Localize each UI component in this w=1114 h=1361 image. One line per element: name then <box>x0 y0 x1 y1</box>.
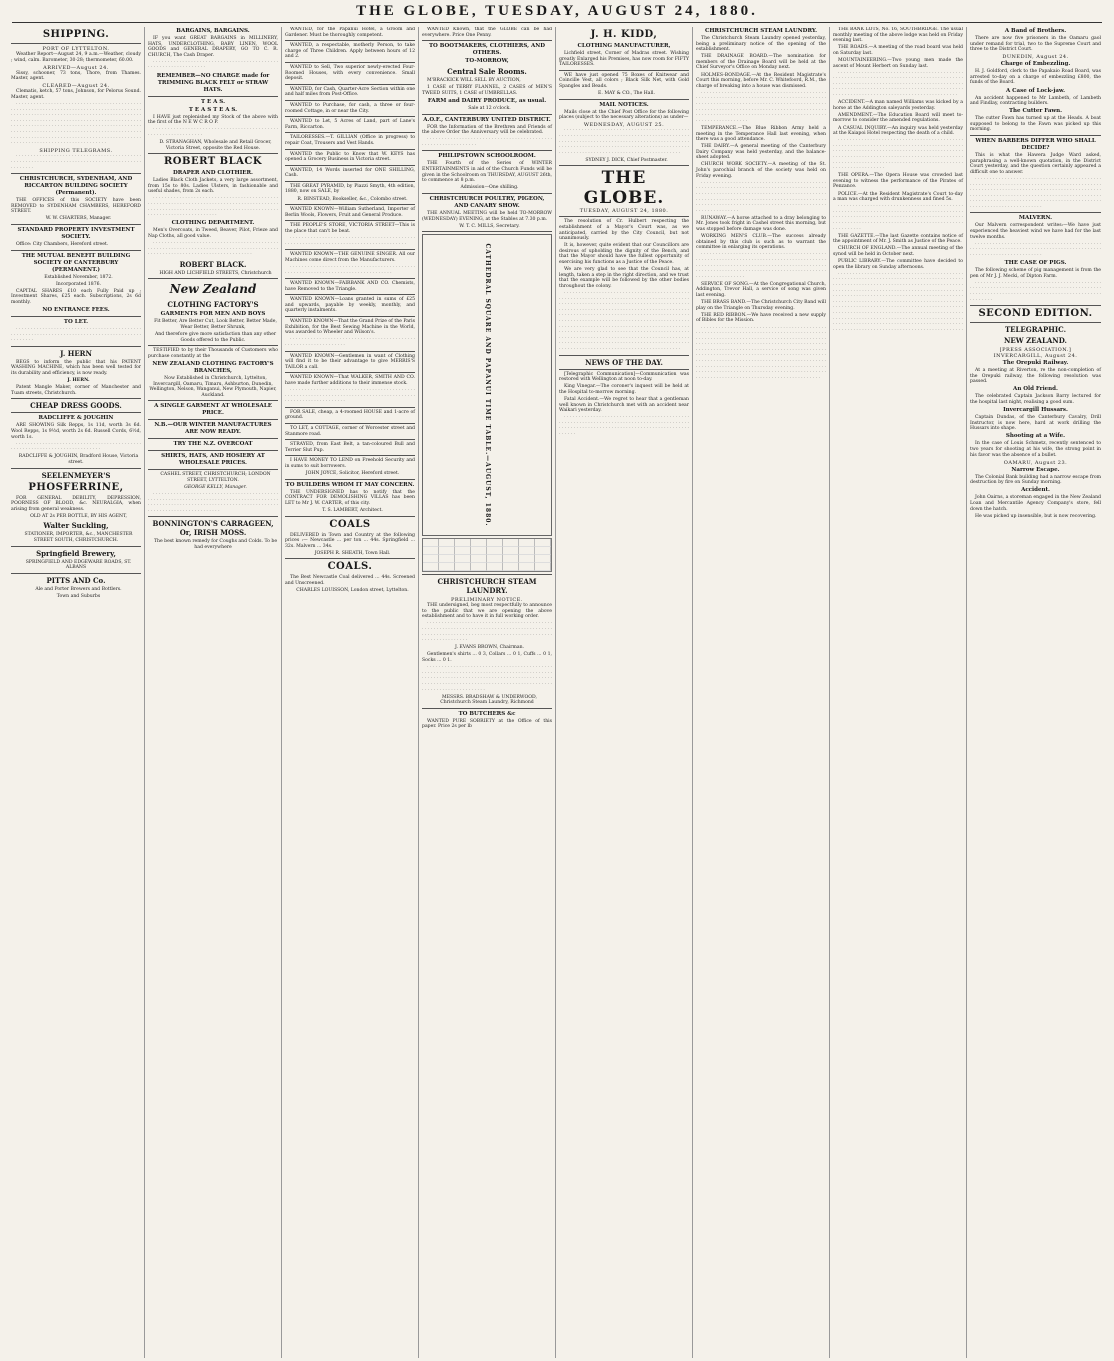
col7-para-11: PUBLIC LIBRARY.—The committee have decided to open the library on Sunday afternoons. <box>833 259 963 270</box>
auction-goods: 1 CASE of TERRY FLANNEL, 2 CASES of MEN'S TWEED SUITS, 1 CASE of UMBRELLAS. <box>422 85 552 96</box>
pitts-foot: Town and Suburbs <box>56 593 101 599</box>
cheap-dress-heading: CHEAP DRESS GOODS. <box>30 401 122 411</box>
kidd-heading: J. H. KIDD, <box>590 29 658 40</box>
remember-heading: REMEMBER—NO CHARGE made for TRIMMING BLACK FELT or STRAW HATS. <box>156 72 270 93</box>
bonnington-heading: BONNINGTON'S CARRAGEEN, Or, IRISH MOSS. <box>152 519 274 538</box>
doctors-text: This is what the Hawera Judge Ward asked, paraphrasing a well-known quotation, in the District Court yesterday, and the question certainly appeared a difficult one to answer. <box>970 153 1101 175</box>
col7-para-5: AMENDMENT.—The Education Board will meet to-morrow to consider the amended regulations. <box>833 112 963 124</box>
pyramid-ad: THE GREAT PYRAMID, by Piazzi Smyth, 4th edition, 1880, now on SALE, by <box>285 183 415 195</box>
builders-heading: TO BUILDERS WHOM IT MAY CONCERN. <box>285 481 415 488</box>
doctors-heading: WHEN BARBERS DIFFER WHO SHALL DECIDE? <box>975 138 1096 152</box>
accident-text-2: He was picked up insensible, but is now recovering. <box>975 513 1097 519</box>
arrived-heading: ARRIVED—August 24. <box>43 64 109 71</box>
public-ad: WANTED the Public to Know that W. KEYS has opened a Grocery Business in Victoria street. <box>285 151 415 163</box>
wanted-5: WANTED to Purchase, for cash, a three or four-roomed Cottage, in or near the City. <box>285 102 415 114</box>
col7-filler-4: · · · · · · · · · · · · · · · · · · · · · · · · · · · · · · · · · · · · · · · · · · · · · · · · · · · · · · · · · · · · · · · · · · · · · · · · · · · · · · · · · · · · · · · · · · · · · · · · · · · · · · · · · · · · · · · · · · · · · · · · · · · · · · · · · · · · · · · · · · · · · · · · · · · · · · · · · · · · · · · · · · · · · · · · · · · · · · · · · · · · · · · · · · · · · · · · · · · · · · · · · · · · · · · · · · · · · · · · · · · · · · · · · · · · · · · · · · · · · · · · · · · · · · · · · · · · · · · · · · · · · · · · · · · · · · · · · · · · · · · · · · · · · · · · · · · · · · · · · · · · · · · · · · · · · · · · · · · · · · · · · · · · · · · · · · · · · · · · · · · · · · · · · · · · · · · · · · · · · · · · · · · · · · · · · · · · · · · · · · · · · · · · · · · · · · · · · · · · · · · · · · · · · · · · · · · · · · · · · · · · · · · · · · · · · · · · · · · · · · · · · · · · · · · · · · · · · · · · · · · · · · · · · · · · · · · · · · · · · · · · · · · · · · · · · · · · · <box>833 271 963 333</box>
kidd-text: Lichfield street, Corner of Madras street. Wishing greatly Enlarged his Premises, has now room for FIFTY TAILORESSES. <box>559 51 689 68</box>
radcliffe-heading: RADCLIFFE & JOUGHIN <box>38 415 114 422</box>
springfield-text: SPRINGFIELD AND EDGEWARE ROADS, ST. ALBANS <box>25 559 132 571</box>
singer-ad: WANTED KNOWN—THE GENUINE SINGER. All our Machines come direct from the Manufacturers. <box>285 252 415 263</box>
col6-para-1: The Christchurch Steam Laundry opened yesterday, being a preliminary notice of the opening of the establishment. <box>696 36 826 53</box>
malvern-heading: MALVERN. <box>1018 215 1053 222</box>
telegrams-filler: · · · · · · · · · · · · · · · · · · · · · · · · · · · · · · · · · · · · · · · · · · · · · · · · · · · · · · · · · · · · · · · · · · · · · · · · · · · · · · · · · · · · · · · · · · · · · · · · <box>11 154 141 171</box>
col6-para-8: WORKING MEN'S CLUB.—The success already obtained by this club is such as to warrant the committee in enlarging its operations. <box>696 234 826 251</box>
phosferrine-price: OLD AT 2s PER BOTTLE, BY HIS AGENT, <box>30 513 127 519</box>
laundry-text: THE undersigned, beg most respectfully to announce to the public that we are opening the above establishment and to have it in full working order. <box>422 603 552 620</box>
winter-heading: N.B.—OUR WINTER MANUFACTURES ARE NOW READY. <box>154 422 272 436</box>
established-text: Established November, 1872. <box>44 274 113 280</box>
time-table-grid <box>422 538 552 572</box>
robert-black-heading: ROBERT BLACK <box>163 156 263 168</box>
money-ad: I HAVE MONEY TO LEND on Freehold Security and in sums to suit borrowers. <box>285 458 415 469</box>
wanted-3: WANTED to Sell, Two superior newly-erected Four-Roomed Houses, with every convenience. Small deposit. <box>285 64 415 82</box>
sale-cheap-ad: FOR SALE, cheap, a 4-roomed HOUSE and 1-acre of ground. <box>285 409 415 421</box>
nz-title: New Zealand <box>169 282 257 297</box>
globe-date: TUESDAY, AUGUST 24, 1880. <box>579 208 669 215</box>
lambert-signature: T. S. LAMBERT, Architect. <box>322 507 383 513</box>
radcliffe-text: ARE SHOWING Silk Repps, 1s 11d, worth 3s 6d. Wool Repps, 1s 9½d, worth 2s 6d. Russell Cords, 6½d, worth 1s. <box>11 423 141 440</box>
col7-para-10: CHURCH OF ENGLAND.—The annual meeting of the synod will be held in October next. <box>833 246 963 257</box>
dunedin-heading: DUNEDIN, August 24. <box>1002 54 1069 61</box>
wanted-2: WANTED, a respectable, motherly Person, to take charge of Three Children. Apply between hours of 12 and 2. <box>285 43 415 60</box>
wanted-globe-ad: WANTED Known, that the GLOBE can be had everywhere. Price One Penny. <box>422 27 552 38</box>
suckling-text: STATIONER, IMPORTER, &c., MANCHESTER STREET SOUTH, CHRISTCHURCH. <box>24 532 133 543</box>
cleared-text: Clematis, ketch, 57 tons, Johnson, for Pelorus Sound. Master, agent. <box>11 89 141 100</box>
masthead: THE GLOBE, TUESDAY, AUGUST 24, 1880. <box>12 0 1102 23</box>
loans-ad: WANTED KNOWN—Loans granted in sums of £25 and upwards, payable by weekly, monthly, and quarterly instalments. <box>285 297 415 314</box>
gentleman-ad: WANTED KNOWN—Gentlemen in want of Clothing will find it to be their advantage to give MERRIS'S TAILOR a call. <box>285 353 415 370</box>
charge-heading: Charge of Embezzling. <box>1000 61 1071 68</box>
news-2: King Vinegar.—The coroner's inquest will be held at the Hospital to-morrow morning. <box>559 384 689 395</box>
aof-text: FOR the Information of the Brethren and Friends of the above Order the Anniversary will be celebrated. <box>422 124 552 136</box>
prize-filler: · · · · · · · · · · · · · · · · · · · · · · · · · · · · · · · · · · · · · · · · · · · · · · · · · · · · · · · · · · · · · · · · <box>285 337 415 348</box>
suckling-heading: Walter Suckling, <box>43 521 109 531</box>
phosferrine-text: FOR GENERAL DEBILITY, DEPRESSION, POORNESS OF BLOOD, &c. NEURALGIA, when arising from general weakness. <box>11 495 141 512</box>
shipping-telegrams-heading: SHIPPING TELEGRAMS. <box>39 148 113 155</box>
coals-heading-1: COALS <box>329 518 371 530</box>
prelim-heading: PRELIMINARY NOTICE. <box>450 597 523 604</box>
butchers-heading: TO BUTCHERS &c <box>458 710 516 717</box>
farm-heading: FARM and DAIRY PRODUCE, as usual. <box>427 97 547 104</box>
coals-heading-2: COALS. <box>327 561 373 573</box>
bargains-text: IF you want GREAT BARGAINS in MILLINERY, HATS, UNDERCLOTHING, BABY LINEN, WOOL GOODS and GENERAL DRAPERY, GO TO C. R. CHURCH, The Cash Draper. <box>148 36 278 58</box>
leader-paragraph-1: The resolution of Cr. Hulbert respecting the establishment of a Mayor's Court was, as we anticipated, carried by the City Council, but not unanimously. <box>559 219 689 242</box>
bootmakers-heading: TO BOOTMAKERS, CLOTHIERS, AND OTHERS. <box>428 43 546 57</box>
nz-subtitle: CLOTHING FACTORY'S <box>167 300 259 310</box>
joyce-signature: JOHN JOYCE, Solicitor, Hereford street. <box>305 471 400 477</box>
col7-para-9: THE GAZETTE.—The last Gazette contains notice of the appointment of Mr. J. Smith as Justice of the Peace. <box>833 233 963 245</box>
teas-text: I HAVE just replenished my Stock of the above with the first of the N E W C R O P. <box>148 114 278 126</box>
time-table-title: CATHEDRAL SQUARE AND PAPANUI TIME TABLE.—AUGUST, 1880. <box>483 243 491 527</box>
strangman-signature: D. STRANAGHAN, Wholesale and Retail Grocer, Victoria Street, opposite the Red House. <box>159 139 272 151</box>
leader-paragraph-3: We are very glad to see that the Council has, at length, taken a step in the right direction, and we trust that the example will be followed by the other bodies throughout the colony. <box>559 267 689 289</box>
cashel-text: CASHEL STREET, CHRISTCHURCH; LONDON STREET, LYTTELTON. <box>160 472 271 483</box>
column-1 <box>8 27 145 1358</box>
wednesday-heading: WEDNESDAY, AUGUST 25. <box>583 122 665 129</box>
aof-heading: A.O.F., CANTERBURY UNITED DISTRICT. <box>423 116 551 123</box>
col7-para-3: MOUNTAINEERING.—Two young men made the ascent of Mount Herbert on Sunday last. <box>833 57 963 69</box>
mails-text: Mails close at the Chief Post Office for the following places (subject to the necessary alterations) as under— <box>559 109 689 121</box>
black-text: Ladies Black Cloth Jackets, a very large assortment, from 15s to 80s. Ladies Ulsters, in fashionable and useful shades, from 2s each. <box>148 178 278 195</box>
col6-filler-1: · · · · · · · · · · · · · · · · · · · · · · · · · · · · · · · · · · · · · · · · · · · · · · · · · · · · · · · · · · · · · · · · · · · · · · · · · · · · · · · · · · · · · · · · · · · · · · · · · · · · · · · · · · · · · · · · · · · · · · · · · · · · · · · · · · · · · · · · · · · · · · · · · · · · · · · · · · · · · · · · · · · · · · · · · · · · · · · · · · · · · · · · · · · · · · · · · · · · · · · · · · · · · · · · · · · · · · · · · · · · · · · · · · · · · · · · · · · · · · · · · <box>696 90 826 124</box>
col7-para-6: A CASUAL INQUIRY.—An inquiry was held yesterday at the Kaiapoi Hotel respecting the death of a child. <box>833 125 963 137</box>
cleared-heading: CLEARED—August 24. <box>42 83 110 90</box>
capital-text: CAPITAL SHARES £10 each Fully Paid up ; Investment Shares, £25 each. Subscriptions, 2s 6d monthly. <box>11 288 141 305</box>
tolet-cottage-ad: TO LET, a COTTAGE, corner of Worcester street and Stanmore road. <box>285 425 415 437</box>
builders-text: THE UNDERSIGNED has to notify that the CONTRACT FOR DEMOLISHING VILLAS has been LET to Mr J. W. CARTER, of this city. <box>285 489 415 506</box>
col7-filler-1: · · · · · · · · · · · · · · · · · · · · · · · · · · · · · · · · · · · · · · · · · · · · · · · · · · · · · · · · · · · · · · · · · · · · · · · · · · · · · · · · · · · · · · · · · · · · · · · · · · · · · · · · · · · · · · · · · · · · · · · · · · · · · · · · · · · · · · · · · · · · · · · · · · · · · · · · · · · · · · · · · · · · · · · · · · · · · · · · · · · · · · · · · · · · · · · · · · · · · · · · · · · · · · · · · · · · · · · · · · · · · <box>833 70 963 99</box>
shirts-heading: SHIRTS, HATS, AND HOSIERY AT WHOLESALE PRICES. <box>161 453 265 467</box>
hern-heading: J. HERN <box>60 348 92 358</box>
press-association: [PRESS ASSOCIATION.] <box>999 347 1072 354</box>
kidd-text-2: WE have just opened 75 Boxes of Knitwear and Coincille Vest, all colors ; Black Silk Net, with Gold Spangles and Beads. <box>559 72 689 89</box>
col7-para-1: THE BANK LOTS, No. 16, SOUTHBRIDGE. The usual monthly meeting of the above lodge was held on Friday evening last. <box>833 27 963 44</box>
tomorrow-heading: TO-MORROW, <box>465 58 509 65</box>
hern-text: BEGS to inform the public that his PATENT WASHING MACHINE, which has been well tested for its durability and efficiency, is now ready. <box>11 359 141 376</box>
col6-para-11: THE RED RIBBON.—We have received a new supply of Bibles for the Mission. <box>696 312 826 324</box>
prize-ad: WANTED KNOWN—That the Grand Prize of the Paris Exhibition, for the Best Sewing Machine in the World, was awarded to Wheeler and Wilson's. <box>285 319 415 336</box>
phosferrine-heading: PHOSFERRINE, <box>28 481 124 493</box>
auction-text: M'BRACKICK WILL SELL BY AUCTION, <box>427 78 521 84</box>
evans-signature: J. EVANS BROWN, Chairman. <box>454 645 525 651</box>
pricelist-filler: · · · · · · · · · · · · · · · · · · · · · · · · · · · · · · · · · · · · · · · · · · · · · · · · · · · · · · · · · · · · · · · · · · · · · · · · · · · · · · · · · · · · · · · · · · · · · · · · · · · · · · · · · · · · · · · · · · · · · · · · · · · · · · · · · · · · · · · · · · · · · · · · · · · · · · · · · · · · · · · · · · · · · · · · · · · · · · · · · · · · · · · · · · · · · · · · · · · · · · · · <box>422 665 552 693</box>
pigs-text: The following scheme of pig management is from the pen of Mr J. J. Mecki, of Dipton Farm. <box>970 268 1101 279</box>
pitts-heading: PITTS AND Co. <box>46 575 106 585</box>
single-garment-heading: A SINGLE GARMENT AT WHOLESALE PRICE. <box>154 403 272 417</box>
butchers-text: WANTED PURE SOBRIETY at the Office of this paper. Price 2s per lb <box>422 718 552 730</box>
oamaru-heading: OAMARU, August 23. <box>1003 459 1068 466</box>
orepuki-text: At a meeting at Riverton, re the non-completion of the Orepuki railway, the following resolution was passed. <box>970 368 1101 385</box>
bonnington-text: The best known remedy for Coughs and Colds. To be had everywhere <box>153 539 278 551</box>
shipping-filler: · · · · · · · · · · · · · · · · · · · · · · · · · · · · · · · · · · · · · · · · · · · · · · · · · · · · · · · · · · · · · · · · · · · · · · · · · · · · · · · · · · · · · · · · · · · · · · · · · · · · · · · · · · · · · · · · · · · · · · · · · · · · · · · · · · · · · · · · · · · · · · · · · · · · · · · · · · · · · · · · · · · · · · · · · · · · · · · · · · · · · · · · · · · · · · · · · · · · · · · · · · · · · · · · · · · · · · · · · · · · · · · · · · · · · · · · · · · · · · · · · · · · · · · · · · · · · · · · · · · · · · · · · · · · · · · · · · · · · · · · · · · · · · · · · · · · · · · · · · · · · · · · · · · · · · · · · · · · · · · · · · · · · · · · · · · · · · · · · · · · · · · · · · <box>11 102 141 147</box>
known-ad: WANTED KNOWN—William Sutherland, Importer of Berlin Wools, Flowers, Fruit and General Produce. <box>285 207 415 218</box>
nz-factory-heading: NEW ZEALAND CLOTHING FACTORY'S BRANCHES, <box>152 360 274 374</box>
kidd-subheading: CLOTHING MANUFACTURER, <box>577 43 671 49</box>
black-filler: · · · · · · · · · · · · · · · · · · · · · · · · · · · · · · · · · · · · · · · · · · · · · · · · · · · · · · · · · · · · · · · · · · · · · · · · · · · · · · · · · · · · · · · · · · · · · · · · · · · · · · · · · · · · · · · · · · · · · · · · · · · · · · · · · · · · · · · · · · · · · · · · · · · · · · · · · · · · · <box>148 196 278 219</box>
philipstown-text: THE Fourth of the Series of WINTER ENTERTAINMENTS in aid of the Church Funds will be given in the Schoolroom on THURSDAY, AUGUST 26th, to commence at 8 p.m. <box>422 161 552 184</box>
arrived-text: Sissy, schooner, 73 tons, Thore, from Thames. Master, agent. <box>11 70 141 82</box>
column-3 <box>282 27 419 1358</box>
wanted-6: WANTED to Let, 5 Acres of Land, part of Lane's Farm, Riccarton. <box>285 119 415 130</box>
col7-filler-3: · · · · · · · · · · · · · · · · · · · · · · · · · · · · · · · · · · · · · · · · · · · · · · · · · · · · · · · · · · · · · · · · · · · · · · · · · · · · · · · · · · · · · · · · · · · · · · · · · · · · · · · · · · · · · · · · · · · · · · · · · · · · · · · · · · · · · · · · · · · · · · · · · · · · · · · · · · · · · · · · · · · · · · · · · · · · · · · · · · · · · · · · · · · · <box>833 204 963 232</box>
poultry-heading: CHRISTCHURCH POULTRY, PIGEON, AND CANARY SHOW. <box>429 195 545 209</box>
standard-heading: STANDARD PROPERTY INVESTMENT SOCIETY. <box>17 226 135 240</box>
postmaster-signature: SYDNEY J. DICK, Chief Postmaster. <box>585 157 668 163</box>
may-signature: E. MAY & CO., The Hall. <box>598 91 655 97</box>
col6-para-6: CHURCH WORK SOCIETY.—A meeting of the St. John's parochial branch of the society was held on Friday evening. <box>696 162 826 179</box>
fairbanks-ad: WANTED KNOWN—FAIRBANK AND CO. Chemists, have Removed to the Triangle. <box>285 281 415 292</box>
christchurch-society-heading: CHRISTCHURCH, SYDENHAM, AND RICCARTON BUILDING SOCIETY (Permanent). <box>19 176 133 197</box>
column-8 <box>967 27 1104 1358</box>
nz-heading: NEW ZEALAND. <box>1004 336 1067 346</box>
col6-para-4: TEMPERANCE.—The Blue Ribbon Army held a meeting in the Temperance Hall last evening, when there was a good attendance. <box>696 125 826 143</box>
lockjaw-text: An accident happened to Mr Lambeth, of Lambeth and Findlay, contracting builders. <box>970 95 1101 107</box>
coals-text-1: DELIVERED in Town and Country at the following prices :— Newcastle ... per ton ... 44s. Springfield ... 32s. Malvern ... 34s. <box>285 532 415 549</box>
christchurch-society-text: THE OFFICES of this SOCIETY have been REMOVED to SYDENHAM CHAMBERS, HEREFORD STREET. <box>11 198 141 215</box>
mills-signature: W. T. C. MILLS, Secretary. <box>459 223 520 229</box>
column-4 <box>419 27 556 1358</box>
shooting-text: In the case of Louis Schmetz, recently sentenced to two years for shooting at his wife, the strong point in his favor was the absence of a bullet. <box>970 441 1101 458</box>
bradshaw-signature: MESSRS. BRADSHAW & UNDERWOOD, Christchurch Steam Laundry, Richmond <box>440 694 537 706</box>
steam-heading: CHRISTCHURCH STEAM LAUNDRY. <box>704 28 817 34</box>
band-text: There are now five prisoners in the Oamaru gaol under remand for trial, two to the Supreme Court and three to the District Court. <box>970 36 1101 53</box>
hussars-text: Captain Dundas, of the Canterbury Cavalry, Drill Instructor, is now here, hard at work drilling the Hussars into shape. <box>970 415 1101 432</box>
col6-filler-2: · · · · · · · · · · · · · · · · · · · · · · · · · · · · · · · · · · · · · · · · · · · · · · · · · · · · · · · · · · · · · · · · · · · · · · · · · · · · · · · · · · · · · · · · · · · · · · · · · · · · · · · · · · · · · · · · · · · · · · · · · · · · · · · · · · · · · · · · · · · · · · · · · · · · · · · · · · · · · · · · · · · · · · · · · · · · · · · · · · · · · · · · · · · · · · · · · · · · · · · · · · · · · · · · · · · · · · · · · · · · · · · · · · · · · · · · · · · · · · <box>696 180 826 214</box>
philipstown-heading: PHILIPSTOWN SCHOOLROOM. <box>438 153 536 160</box>
black-address: HIGH AND LICHFIELD STREETS, Christchurch <box>159 270 272 276</box>
peoples-store-ad: THE PEOPLE'S STORE, VICTORIA STREET—This is the place that can't be beat. <box>285 223 415 234</box>
col7-para-4: ACCIDENT.—A man named Williams was kicked by a horse at the Addington saleyards yesterday. <box>833 100 963 111</box>
hussars-heading: Invercargill Hussars. <box>1003 407 1068 414</box>
radcliffe-filler: · · · · · · · · · · · · · · · · · · · · · · · · · · · · · · · · · · · · · · · · · · · · · · · · · · · · · · · · · · · · · · · · · · · · · · · · · · <box>11 441 141 453</box>
escape-heading: Narrow Escape. <box>1011 466 1060 473</box>
annual-meeting-text: THE ANNUAL MEETING will be held TO-MORROW (WEDNESDAY) EVENING, at the Stables at 7.30 p.m. <box>422 210 552 222</box>
charge-text: H. J. Goldford, clerk to the Papakaio Road Board, was arrested to-day on a charge of embezzling £800, the funds of the Board. <box>970 69 1101 86</box>
bargains-heading: BARGAINS, BARGAINS. <box>176 28 250 34</box>
pitts-text: Ale and Porter Brewers and Bottlers. <box>35 586 122 592</box>
col6-para-2: THE DRAINAGE BOARD.—The nomination for members of the Drainage Board will be held at the Chief Surveyor's Office on Monday next. <box>696 54 826 71</box>
sheath-signature: JOSEPH R. SHEATH, Town Hall. <box>314 550 391 556</box>
col6-filler-3: · · · · · · · · · · · · · · · · · · · · · · · · · · · · · · · · · · · · · · · · · · · · · · · · · · · · · · · · · · · · · · · · · · · · · · · · · · · · · · · · · · · · · · · · · · · · · · · · · · · · · · · · · · · · · · · · · · · · · · · · · · · · · · · · · · · · · · · · · · · · · · · · · · · · · · · · · · · · · · · · · · · · · · · · · · · · · · · · · · · · · · · · · · · · · · · · · · · <box>696 252 826 280</box>
laundry-filler: · · · · · · · · · · · · · · · · · · · · · · · · · · · · · · · · · · · · · · · · · · · · · · · · · · · · · · · · · · · · · · · · · · · · · · · · · · · · · · · · · · · · · · · · · · · · · · · · · · · · · · · · · · · · · · · · · · · · · · · · · · · · · · · · · · · · · · · · · · · · · · · · · · · · · <box>422 621 552 644</box>
clothing-text: Men's Overcoats, in Tweed, Beaver, Pilot, Frieze and Nap Cloths, all good value. <box>148 228 278 239</box>
garments-heading: GARMENTS FOR MEN AND BOYS <box>160 311 266 318</box>
radcliffe-signature: RADCLIFFE & JOUGHIN, Bradford House, Victoria street. <box>18 454 139 465</box>
globe-title: THE GLOBE. <box>583 168 665 209</box>
port-heading: PORT OF LYTTELTON. <box>42 46 110 52</box>
news-heading: NEWS OF THE DAY. <box>585 357 663 367</box>
news-1: [Telegraphic Communication]—Communication was restored with Wellington at noon to-day. <box>559 371 689 383</box>
laundry-heading: CHRISTCHURCH STEAM LAUNDRY. <box>437 577 537 596</box>
malvern-filler: · · · · · · · · · · · · · · · · · · · · · · · · · · · · · · · · · · · · · · · · · · · · · · · · · · · · · · · · · · · · · · · · · · · · · · · · · · · · · · · · · · · · · · · · · · · · · · · · · · · · · · · · · · · · · · · · · <box>970 241 1101 258</box>
peoples-filler: · · · · · · · · · · · · · · · · · · · · · · · · · · · · · · · · · · · · · · · · · · · · · · · · · · · · · · · · · · · · · · · · · · · · · · · · · · · · · · · · · · · · · <box>285 236 415 247</box>
singer-filler: · · · · · · · · · · · · · · · · · · · · · · · · · · · · · · · · · · · · · · · · · · · · · · · · · · · · · · · · · · · · · · · · · · · · · · · · · · · · · · · · <box>285 264 415 276</box>
doctors-filler: · · · · · · · · · · · · · · · · · · · · · · · · · · · · · · · · · · · · · · · · · · · · · · · · · · · · · · · · · · · · · · · · · · · · · · · · · · · · · · · · · · · · · · · · · · · · · · · · · · · · · · · · · · · · · · · · · · · · · · · · · · · · · · · · · · · · · · · · · · · · · · · · · · · · · · · · · · · · · · · · · · · · · · · · · · · · · · · · · · · · · · · · · · · · · · · · · · · · · · · · · · · · · · · · · · · · · · · · · · · · · · · · · · · · · · · · · · · · · · · · · · · · · · · · <box>970 176 1101 210</box>
fit-text: Fit Better, Are Better Cut, Look Better, Better Made, Wear Better, Better Shrunk, <box>154 319 277 330</box>
old-friend-text: The celebrated Captain Jackson Barry lectured for the hospital last night, realising a good sum. <box>970 394 1101 405</box>
black-signature: ROBERT BLACK. <box>179 259 247 269</box>
binstead-signature: R. BINSTEAD, Bookseller, &c., Colombo street. <box>297 196 408 202</box>
clothing-filler: · · · · · · · · · · · · · · · · · · · · · · · · · · · · · · · · · · · · · · · · · · · · · · · · · · · · · · · · · · · · · · · · · · · · · · · · · · · · · · · · · · · · · · · · · · · · · · · · · · · · · · · · · · · · · · · · · · · · · · · · · · · · <box>148 240 278 258</box>
to-let-heading: TO LET. <box>63 319 89 326</box>
column-6 <box>693 27 830 1358</box>
second-edition-heading: SECOND EDITION. <box>978 308 1093 320</box>
admission-text: Admission—One shilling. <box>460 185 519 191</box>
kelly-signature: GEORGE KELLY, Manager. <box>184 484 247 490</box>
shooting-heading: Shooting at a Wife. <box>1005 433 1066 440</box>
col2-filler: · · · · · · · · · · · · · · · · · · · · · · · · · · · · · · · · · · · · · · · · · · · · · · · · · · · · · · · · · · · · · · · · · · · · · · · · · · · · · · · · · · · · · · · · · · · · · · · · · · · · · · · · · · · · · · · · · · · · · · · · · · · · · · · · · · · · · · · · · · · · · · · · · · · · · · · · · · · · · · <box>148 492 278 514</box>
strayed-ad: STRAYED, from East Belt, a tan-coloured Bull and Terrier Slut Pup. <box>285 442 415 453</box>
louisson-signature: CHARLES LOUISSON, London street, Lyttelton. <box>296 588 409 594</box>
standard-text: Office: City Chambers, Hereford street. <box>16 241 109 247</box>
leader-paragraph-2: It is, however, quite evident that our Councillors are desirous of upholding the dignity of the Bench, and that the Mayor should have the fullest opportunity of exercising his functions as a Justice of the Peace. <box>559 243 689 266</box>
mails-filler: · · · · · · · · · · · · · · · · · · · · · · · · · · · · · · · · · · · · · · · · · · · · · · · · · · · · · · · · · · · · · · · · · · · · · · · · · · · · · · · · · · · · · · · · · · · · · · · · · · · · · · · · · · · · · · · · · · · · · · · · · · · · · · · · · · · · · · · · · · · · · · · · · · · · · · · · · · · · · · · · · · · · · · · · · · · · · · · · · · · · · · · · · · · · · · · · · · · · · · · · · · · · · · · · · · · · · · · · · · · · <box>559 128 689 156</box>
pigs-filler: · · · · · · · · · · · · · · · · · · · · · · · · · · · · · · · · · · · · · · · · · · · · · · · · · · · · · · · · · · · · · · · · · · · · · · · · · · · · · · · · · · · · · · · · · · · · · · · · · · · · · · · · · · · · · · · · · · · · · · · · · · · · · · · · · · · · · · · · · · · · · <box>970 280 1101 303</box>
weather-report: Weather Report—August 24, 9 a.m.—Weather, cloudy ; wind, calm. Barometer, 30·28; thermometer, 60.00. <box>11 52 141 63</box>
coals-text-2: The Best Newcastle Coal delivered ... 44s. Screened and Unscreened. <box>285 575 415 586</box>
tailoresses-ad: TAILORESSES.—T. GILLIAN (Office in progress) to repair Coat, Trousers and Vest Hands. <box>285 135 415 146</box>
col6-para-3: HOLMES-BONDAGE.—At the Resident Magistrate's Court this morning, before Mr. C. Whitefoord, R.M., the charge of breaking into a house was dismissed. <box>696 72 827 89</box>
mutual-heading: THE MUTUAL BENEFIT BUILDING SOCIETY OF CANTERBURY (PERMANENT.) <box>21 252 131 273</box>
clothing-dept-heading: CLOTHING DEPARTMENT. <box>171 220 255 227</box>
invercargill-heading: INVERCARGILL, August 24. <box>993 353 1078 360</box>
walker-ad: WANTED KNOWN—That WALKER, SMITH AND CO. have made further additions to their immense stock. <box>285 375 415 386</box>
fit-text-2: And therefore give more satisfaction than any other Goods offered to the Public. <box>154 332 277 343</box>
teas-heading-2: T E A S T E A S. <box>188 106 238 113</box>
branches-text: Now Established in Christchurch, Lyttelton, Invercargill, Oamaru, Timaru, Ashburton, Dunedin, Wellington, Nelson, Wanganui, New Plymouth, Napier, Auckland. <box>149 375 277 398</box>
col6-para-5: THE DAIRY.—A general meeting of the Canterbury Dairy Company was held yesterday, and the balance-sheet adopted. <box>696 144 826 161</box>
column-2 <box>145 27 282 1358</box>
hern-signature: J. HERN. <box>67 378 90 384</box>
col7-filler-2: · · · · · · · · · · · · · · · · · · · · · · · · · · · · · · · · · · · · · · · · · · · · · · · · · · · · · · · · · · · · · · · · · · · · · · · · · · · · · · · · · · · · · · · · · · · · · · · · · · · · · · · · · · · · · · · · · · · · · · · · · · · · · · · · · · · · · · · · · · · · · · · · · · · · · · · · · · · · · · · · · · · · · · · · · · · · · · · · · · · · · · · · · · · · · · · · · · · · · · · · · · · · · · · · · · · · · · · · · · · · · · · · · · · · · · · · · · · · · · · · · <box>833 138 963 172</box>
accident-text: John Oairns, a storeman engaged in the New Zealand Loan and Mercantile Agency Company's store, fell down the hatch. <box>970 495 1101 512</box>
seelenmeyer-heading: SEELENMEYER'S <box>41 470 111 480</box>
col6-para-10: THE BRASS BAND.—The Christchurch City Band will play on the Triangle on Thursday evening. <box>696 300 826 311</box>
no-fees-heading: NO ENTRANCE FEES. <box>42 307 110 314</box>
sale-time: Sale at 12 o'clock. <box>468 105 511 111</box>
hern-address: Patent Mangle Maker, corner of Manchester and Tuam streets, Christchurch. <box>11 385 141 396</box>
time-table <box>422 234 552 536</box>
walker-filler: · · · · · · · · · · · · · · · · · · · · · · · · · · · · · · · · · · · · · · · · · · · · · · · · · · · · · · · · · · · · · · · · · · · · · · · · · · · · · · · · · · · · · · · · · · · · · · · · · · · · · · · · · · · · · <box>285 388 415 405</box>
malvern-text: Our Malvern correspondent writes:—We have just experienced the heaviest wind we have had for the last twelve months. <box>970 223 1101 240</box>
news-3: Fatal Accident.—We regret to hear that a gentleman well known in Christchurch met with an accident near Waikari yesterday. <box>559 396 689 414</box>
testified-text: TESTIFIED to by their Thousands of Customers who purchase constantly at the <box>148 348 278 359</box>
col7-para-7: THE OPERA.—The Opera House was crowded last evening to witness the performance of the Pirates of Penzance. <box>833 173 963 190</box>
wanted-4: WANTED, for Cash, Quarter-Acre Section within one and half miles from Post-Office. <box>285 86 415 98</box>
aof-filler: · · · · · · · · · · · · · · · · · · · · · · · · · · · · · · · · · · · · · · · · · · · · · · · · · · · · · · · · · · · · · · <box>422 137 552 148</box>
news-filler: · · · · · · · · · · · · · · · · · · · · · · · · · · · · · · · · · · · · · · · · · · · · · · · · · · · · · · · · · · · · · · · · · · · · · · · · · · · · · · · · · · · · · · · · · · · · · · · · · · · · · · · · · · · · · · · · · · · · · · · · · · · · · · · · · · · · · · · · · · · <box>559 415 689 437</box>
central-sale-heading: Central Sale Rooms. <box>447 67 527 77</box>
leader-filler: · · · · · · · · · · · · · · · · · · · · · · · · · · · · · · · · · · · · · · · · · · · · · · · · · · · · · · · · · · · · · · · · · · · · · · · · · · · · · · · · · · · · · · · · · · · · · · · · · · · · · · · · · · · · · · · · · · · · · · · · · · · · · · · · · · · · · · · · · · · · · · · · · · · · · · · · · · · · · · · · · · · · · · · · · · · · · · · · · · · · · · · · · · · · · · · · · · · · · · · · · · · · · · · · · · · · · · · · · · · · · · · · · · · · · · · · · · · · · · · · · · · · · · · · · · · · · · · · · · · · · · · · · · · · · · · · · · · · · · · · · · · · · · · · · · · · · · · · · · · · · · · · · · · · · · · · · · · · · · · · · · · · · · · · · · · · · · · · · · · · · · · · · · · · · · · · · · · · · · · · · · · · · · · · · · · · · · · · · · · · · · · · · · · · · · · · · · · · · · · · · · · · · · · · · · · · · · · · · · · · · · · · · · · · · · · · · · · · · · · · · · · · · · · · · · · · · · · · · · · · · · · · · · · · · · · · · · · · · · · · · · · · · · · · · · <box>559 291 689 352</box>
col7-para-8: POLICE.—At the Resident Magistrate's Court to-day a man was charged with drunkenness and fined 5s. <box>833 191 963 203</box>
col6-filler-4: · · · · · · · · · · · · · · · · · · · · · · · · · · · · · · · · · · · · · · · · · · · · · · · · · · · · · · · · · · · · · · · · · · · · · · · · · · · · · · · · · · · · · · · · · · · · · · · · · · · · · · · · · · · · · · · · · · · · · · · · · · · · · · · · · · · · · · · · · · · · · · · · · · · · · · · · · · · · · · · · · · · · · · · · · · · · · · · · · · · · · · · · · · · · · · · · · · · · · · · · · · · · · · · · · · · · · · · · · · · · · · · · · · · · · · · · · · · · · · · · · · · · · · · · · · · · · · · · · · · · · · · · · · · · · · · · · · · · · · · · · · · · · · · · · · · · · · · · · · · · · · · · · · · · · · · · · · · · · · · · · · · · · · · · · · · · · · · · · · · · · · · · · · · · · · · · · · · · · · · · · · · · · · · · · · · · · · · · · · · · · · · · · · · · · · · · · · · · · · · · · · · · · · · · · · · · · · · · · · · · · · · · · · · · · · · · · · · · · · · · · · · · · · <box>696 325 826 381</box>
columns <box>8 27 1106 1358</box>
old-friend-heading: An Old Friend. <box>1013 386 1058 393</box>
charters-signature: W. W. CHARTERS, Manager. <box>45 216 112 222</box>
wanted-1: WANTED, for the Papanui Hotel, a Groom and Gardener. Must be thoroughly competent. <box>285 27 415 38</box>
col6-para-9: SERVICE OF SONG.—At the Congregational Church, Addington, Trevor Hall, a service of song was given last evening. <box>696 281 826 299</box>
escape-text: The Colonial Bank building had a narrow escape from destruction by fire on Sunday morning. <box>970 474 1101 486</box>
teas-filler: · · · · · · · · · · · · · · · · · · · · · · · · · · · · · · · · · · · · · · · · · · · · · · · · · · · · · · · · · · · · · · <box>148 127 278 138</box>
teas-heading-1: T E A S. <box>201 98 225 105</box>
draper-heading: DRAPER AND CLOTHIER. <box>173 170 253 177</box>
telegraphic-heading: TELEGRAPHIC. <box>1004 325 1067 335</box>
cutter-heading: The Cutter Fawn. <box>1008 108 1063 115</box>
accident-heading: Accident. <box>1021 487 1050 494</box>
band-heading: A Band of Brothers. <box>1004 28 1067 34</box>
orepuki-heading: The Orepuki Railway. <box>1002 360 1069 367</box>
weekly-ad: WANTED, 14 Words inserted for ONE SHILLING, Cash. <box>285 167 415 179</box>
springfield-heading: Springfield Brewery, <box>36 548 116 558</box>
column-7 <box>830 27 967 1358</box>
bargains-filler: · · · · · · · · · · · · · · · · · · · · · · · · · · · · · · · · · · · · · · · · · · · · · · · · · · · · · · · · · · · · · · · <box>148 59 278 71</box>
lockjaw-heading: A Case of Lock-jaw. <box>1006 87 1065 94</box>
pricelist-text: Gentlemen's shirts ... 0 3, Collars ... 0 1, Cuffs ... 0 1, Socks ... 0 1. <box>422 652 552 664</box>
pigs-heading: THE CASE OF PIGS. <box>1004 260 1067 267</box>
overcoat-heading: TRY THE N.Z. OVERCOAT <box>173 441 253 448</box>
mail-notices-heading: MAIL NOTICES. <box>599 101 649 108</box>
col6-para-7: RUNAWAY.—A horse attached to a dray belonging to Mr. Jones took fright in Cashel street this morning, but was stopped before damage was done. <box>696 215 826 232</box>
incorporated-text: Incorporated 1876. <box>55 281 102 287</box>
col7-para-2: THE ROADS.—A meeting of the road board was held on Saturday last. <box>833 45 963 56</box>
shipping-heading: SHIPPING. <box>42 29 110 40</box>
column-5 <box>556 27 693 1358</box>
cutter-text: The cutter Fawn has turned up at the Heads. A boat supposed to belong to the Fawn was picked up this morning. <box>970 116 1101 133</box>
tolet-filler: · · · · · · · · · · · · · · · · · · · · · · · · · · · · · · · · · · · · · · · · · · · · · · · · · · · · · · · · · · · · · · · · · · · · · · · · · · · · · · · · · · · · · · · · · · · · · · · · <box>11 327 141 344</box>
